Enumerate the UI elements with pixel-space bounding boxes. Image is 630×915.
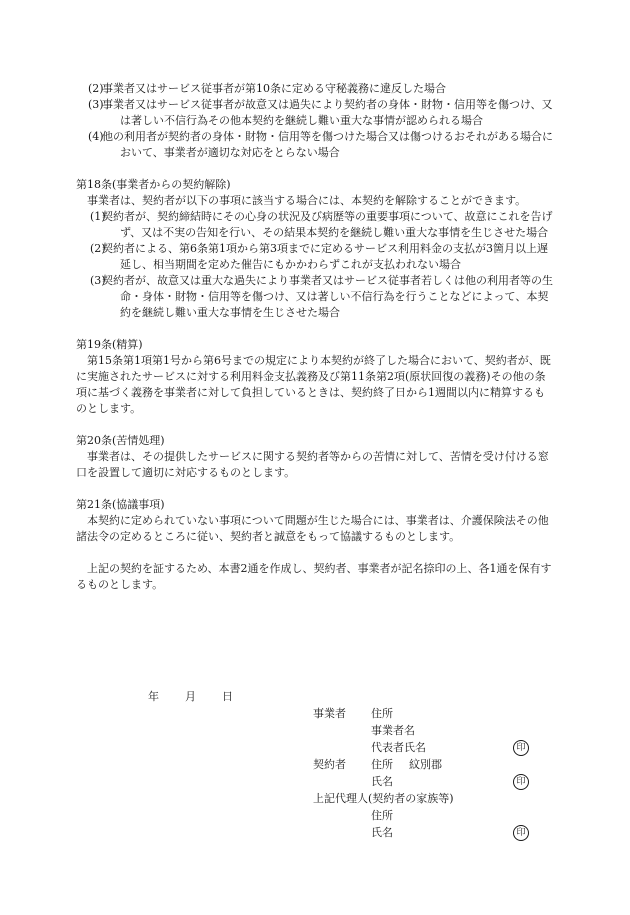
list-item [76, 97, 554, 129]
list-item [76, 81, 554, 97]
closing-statement: 上記の契約を証するため、本書2通を作成し、契約者、事業者が記名捺印の上、各1通を保有するものとします。 [76, 562, 552, 591]
article-title: 第20条(苦情処理) [76, 434, 165, 447]
item-number: (2) [88, 82, 104, 95]
item-number: (1) [90, 210, 106, 223]
seal-mark: 印 [513, 774, 529, 790]
article-19 [76, 337, 554, 417]
article-18 [76, 177, 554, 321]
address-label: 住所 [371, 758, 393, 771]
item-text: 契約者による、第6条第1項から第3項までに定めるサービス利用料金の支払が3箇月以上遅延し、相当期間を定めた催告にもかかわらずこれが支払われない場合 [102, 242, 548, 271]
article-21 [76, 497, 554, 545]
list-item [76, 241, 554, 273]
contractor-label: 契約者 [313, 758, 346, 771]
contractor-address-value: 紋別郡 [409, 758, 442, 771]
item-number: (4) [88, 130, 104, 143]
item-number: (2) [90, 242, 106, 255]
date-month: 月 [185, 690, 196, 703]
article-body: 本契約に定められていない事項について問題が生じた場合には、事業者は、介護保険法その他諸法令の定めるところに従い、契約者と誠意をもって協議するものとします。 [76, 514, 549, 543]
list-item [76, 209, 554, 241]
item-text: 事業者又はサービス従事者が第10条に定める守秘義務に違反した場合 [102, 82, 446, 95]
list-item [76, 273, 554, 321]
signature-block [313, 706, 533, 842]
name-label: 氏名 [371, 826, 393, 839]
article-lead: 事業者は、契約者が以下の事項に該当する場合には、本契約を解除することができます。 [87, 194, 527, 207]
item-number: (3) [90, 274, 106, 287]
article-title: 第18条(事業者からの契約解除) [76, 178, 231, 191]
item-text: 事業者又はサービス従事者が故意又は過失により契約者の身体・財物・信用等を傷つけ、又は著しい不信行為その他本契約を継続し難い重大な事情が認められる場合 [102, 98, 553, 127]
article-body: 事業者は、その提供したサービスに関する契約者等からの苦情に対して、苦情を受け付ける窓口を設置して適切に対応するものとします。 [76, 450, 549, 479]
list-item [76, 129, 554, 161]
article-body: 第15条第1項第1号から第6号までの規定により本契約が終了した場合において、契約者が、既に実施されたサービスに対する利用料金支払義務及び第11条第2項(原状回復の義務)その他の条項に基づく義務を事業者に対して負担しているときは、契約終了日から1週間以内に精算するものとします。 [76, 354, 551, 415]
item-text: 契約者が、故意又は重大な過失により事業者又はサービス従事者若しくは他の利用者等の生命・身体・財物・信用等を傷つけ、又は著しい不信行為を行うことなどによって、本契約を継続し難い重大な事情を生じさせた場合 [102, 274, 553, 319]
document-body [76, 81, 554, 604]
seal-mark: 印 [513, 825, 529, 841]
article-title: 第21条(協議事項) [76, 498, 165, 511]
date-day: 日 [222, 690, 233, 703]
item-text: 契約者が、契約締結時にその心身の状況及び病歴等の重要事項について、故意にこれを告げず、又は不実の告知を行い、その結果本契約を継続し難い重大な事情を生じさせた場合 [102, 210, 553, 239]
item-text: 他の利用者が契約者の身体・財物・信用等を傷つけた場合又は傷つけるおそれがある場合において、事業者が適切な対応をとらない場合 [102, 130, 553, 159]
date-line [148, 689, 233, 705]
operator-label: 事業者 [313, 707, 346, 720]
date-year: 年 [148, 690, 159, 703]
operator-name-label: 事業者名 [371, 724, 415, 737]
seal-mark: 印 [513, 740, 529, 756]
article-20 [76, 433, 554, 481]
address-label: 住所 [371, 707, 393, 720]
item-number: (3) [88, 98, 104, 111]
agent-label: 上記代理人(契約者の家族等) [313, 792, 454, 805]
article-title: 第19条(精算) [76, 338, 143, 351]
representative-label: 代表者氏名 [371, 741, 426, 754]
name-label: 氏名 [371, 775, 393, 788]
address-label: 住所 [371, 809, 393, 822]
